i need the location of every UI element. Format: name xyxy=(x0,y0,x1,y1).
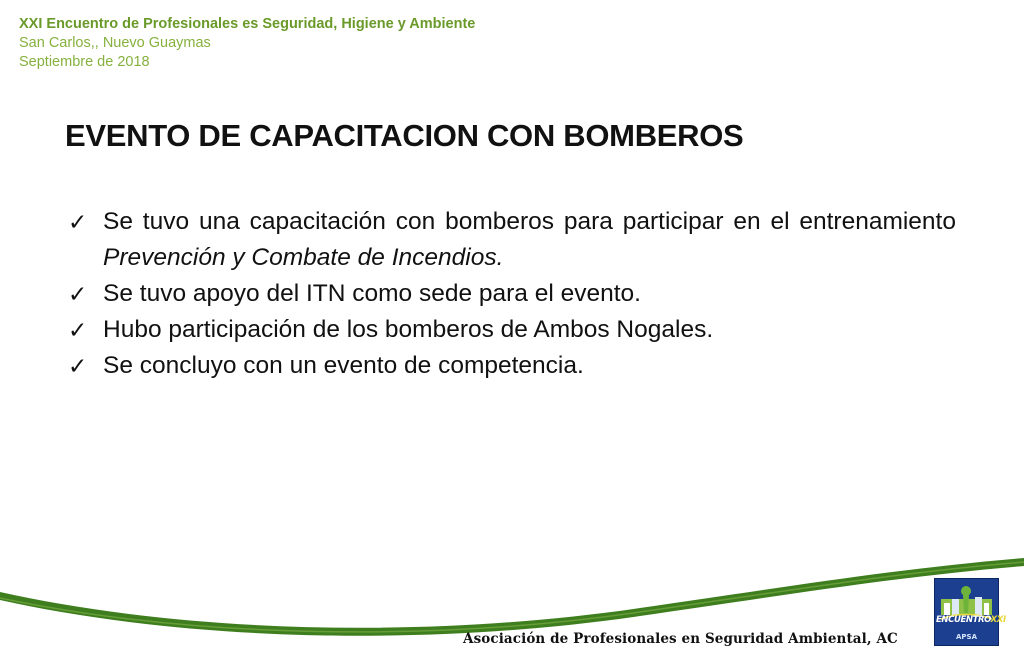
bullet-text: Se tuvo una capacitación con bomberos para participar en el entrenamiento Prevención y Combate de Incendios. xyxy=(103,208,956,271)
bullet-text: Se concluyo con un evento de competencia. xyxy=(103,352,584,379)
event-date: Septiembre de 2018 xyxy=(19,54,150,70)
checkmark-icon: ✓ xyxy=(68,209,88,235)
encuentro-logo xyxy=(934,578,1006,646)
bullet-italic-text: Prevención y Combate de Incendios. xyxy=(103,244,504,271)
bullet-item xyxy=(68,204,956,276)
logo-subtitle: APSA xyxy=(955,633,977,641)
logo-wordmark: ENCUENTROXXI xyxy=(936,615,1006,625)
bullet-list xyxy=(68,204,956,384)
slide-title: EVENTO DE CAPACITACION CON BOMBEROS xyxy=(65,118,744,153)
checkmark-icon: ✓ xyxy=(68,281,88,307)
organization-name: Asociación de Profesionales en Seguridad Ambiental, AC xyxy=(463,631,898,647)
bullet-item xyxy=(68,312,956,348)
checkmark-icon: ✓ xyxy=(68,353,88,379)
checkmark-icon: ✓ xyxy=(68,317,88,343)
bullet-text: Se tuvo apoyo del ITN como sede para el evento. xyxy=(103,280,641,307)
slide-header xyxy=(19,15,475,72)
event-location: San Carlos,, Nuevo Guaymas xyxy=(19,35,211,51)
bullet-item xyxy=(68,276,956,312)
bullet-text: Hubo participación de los bomberos de Ambos Nogales. xyxy=(103,316,714,343)
event-name: XXI Encuentro de Profesionales es Seguridad, Higiene y Ambiente xyxy=(19,16,476,32)
bullet-item xyxy=(68,348,956,384)
